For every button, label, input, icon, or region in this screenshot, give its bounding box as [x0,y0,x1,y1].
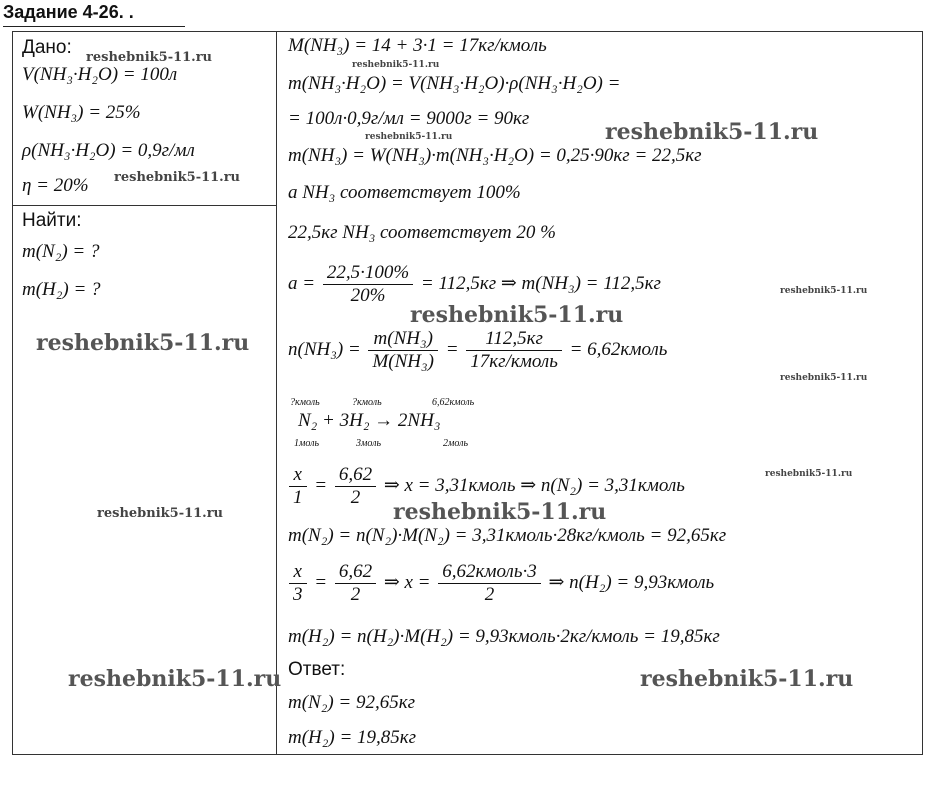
reaction-bottom-annotation-3: 2моль [443,438,469,449]
denominator: 2 [350,584,361,605]
reaction-equation: N₂ + 3H₂ → 2NH₃ [298,410,441,431]
fraction [289,464,307,509]
solution-molar-mass: M(NH₃) = 14 + 3·1 = 17кг/кмоль [288,35,547,56]
watermark: reshebnik5-11.ru [68,666,282,692]
fraction [466,328,562,373]
fraction [289,561,307,606]
watermark: reshebnik5-11.ru [780,373,868,383]
answer-mass-n2: m(N₂) = 92,65кг [288,692,416,713]
solution-proportion-1: a NH₃ соответствует 100% [288,182,521,203]
reaction-top-annotation-1: ?кмоль [290,397,320,408]
numerator: x [289,464,307,487]
solution-solution-mass: m(NH₃·H₂O) = V(NH₃·H₂O)·ρ(NH₃·H₂O) = [288,73,621,94]
reaction-top-annotation-3: 6,62кмоль [432,397,475,408]
denominator: 1 [293,487,303,508]
equals-sign: = [314,571,328,593]
fraction [368,328,437,373]
reaction-bottom-annotation-1: 1моль [294,438,320,449]
denominator: 20% [350,285,386,306]
formula-mid: ⇒ x = [383,571,431,593]
numerator: 6,62 [335,561,376,584]
given-find-divider [12,205,277,206]
denominator: 2 [484,584,495,605]
numerator: m(NH₃) [368,328,437,351]
fraction [323,262,413,307]
formula-rhs: ⇒ n(H₂) = 9,93кмоль [548,571,715,593]
formula-rhs: = 112,5кг ⇒ m(NH₃) = 112,5кг [420,272,661,294]
solution-ammonia-moles [288,328,667,373]
watermark: reshebnik5-11.ru [86,50,213,65]
given-label: Дано: [22,37,72,58]
solution-solution-mass-value: = 100л·0,9г/мл = 9000г = 90кг [288,108,530,129]
fraction [335,464,376,509]
watermark: reshebnik5-11.ru [352,60,440,70]
denominator: 3 [293,584,303,605]
watermark: reshebnik5-11.ru [640,666,854,692]
watermark: reshebnik5-11.ru [410,302,624,328]
numerator: 22,5·100% [323,262,413,285]
fraction [438,561,540,606]
answer-label: Ответ: [288,659,346,680]
find-mass-n2: m(N₂) = ? [22,241,100,262]
equals-sign: = [445,338,459,360]
given-volume: V(NH₃·H₂O) = 100л [22,64,178,85]
task-title: Задание 4-26. . [3,2,134,22]
equals-sign: = [314,474,328,496]
find-mass-h2: m(H₂) = ? [22,279,101,300]
watermark: reshebnik5-11.ru [97,506,224,521]
denominator: M(NH₃) [372,351,434,372]
given-yield: η = 20% [22,175,89,196]
solution-mass-h2: m(H₂) = n(H₂)·M(H₂) = 9,93кмоль·2кг/кмоль = 19,85кг [288,626,720,647]
solution-mass-n2: m(N₂) = n(N₂)·M(N₂) = 3,31кмоль·28кг/кмоль = 92,65кг [288,525,727,546]
find-label: Найти: [22,210,82,231]
numerator: 6,62кмоль·3 [438,561,540,584]
formula-lhs: a = [288,272,316,294]
watermark: reshebnik5-11.ru [605,119,819,145]
formula-lhs: n(NH₃) = [288,338,361,360]
solution-proportion-h2 [286,561,714,606]
given-density: ρ(NH₃·H₂O) = 0,9г/мл [22,140,195,161]
column-divider [276,31,277,755]
formula-rhs: = 6,62кмоль [569,338,668,360]
reaction-bottom-annotation-2: 3моль [356,438,382,449]
watermark: reshebnik5-11.ru [393,499,607,525]
fraction [335,561,376,606]
given-mass-fraction: W(NH₃) = 25% [22,102,141,123]
numerator: x [289,561,307,584]
formula-rhs: ⇒ x = 3,31кмоль ⇒ n(N₂) = 3,31кмоль [383,474,685,496]
denominator: 2 [350,487,361,508]
solution-proportion-2: 22,5кг NH₃ соответствует 20 % [288,222,556,243]
watermark: reshebnik5-11.ru [780,286,868,296]
solution-theoretical-mass [288,262,661,307]
watermark: reshebnik5-11.ru [765,469,853,479]
reaction-top-annotation-2: ?кмоль [352,397,382,408]
watermark: reshebnik5-11.ru [365,132,453,142]
watermark: reshebnik5-11.ru [114,170,241,185]
denominator: 17кг/кмоль [470,351,558,372]
numerator: 6,62 [335,464,376,487]
title-underline [3,26,185,27]
answer-mass-h2: m(H₂) = 19,85кг [288,727,417,748]
numerator: 112,5кг [466,328,562,351]
watermark: reshebnik5-11.ru [36,330,250,356]
solution-ammonia-mass: m(NH₃) = W(NH₃)·m(NH₃·H₂O) = 0,25·90кг = 22,5кг [288,145,702,166]
